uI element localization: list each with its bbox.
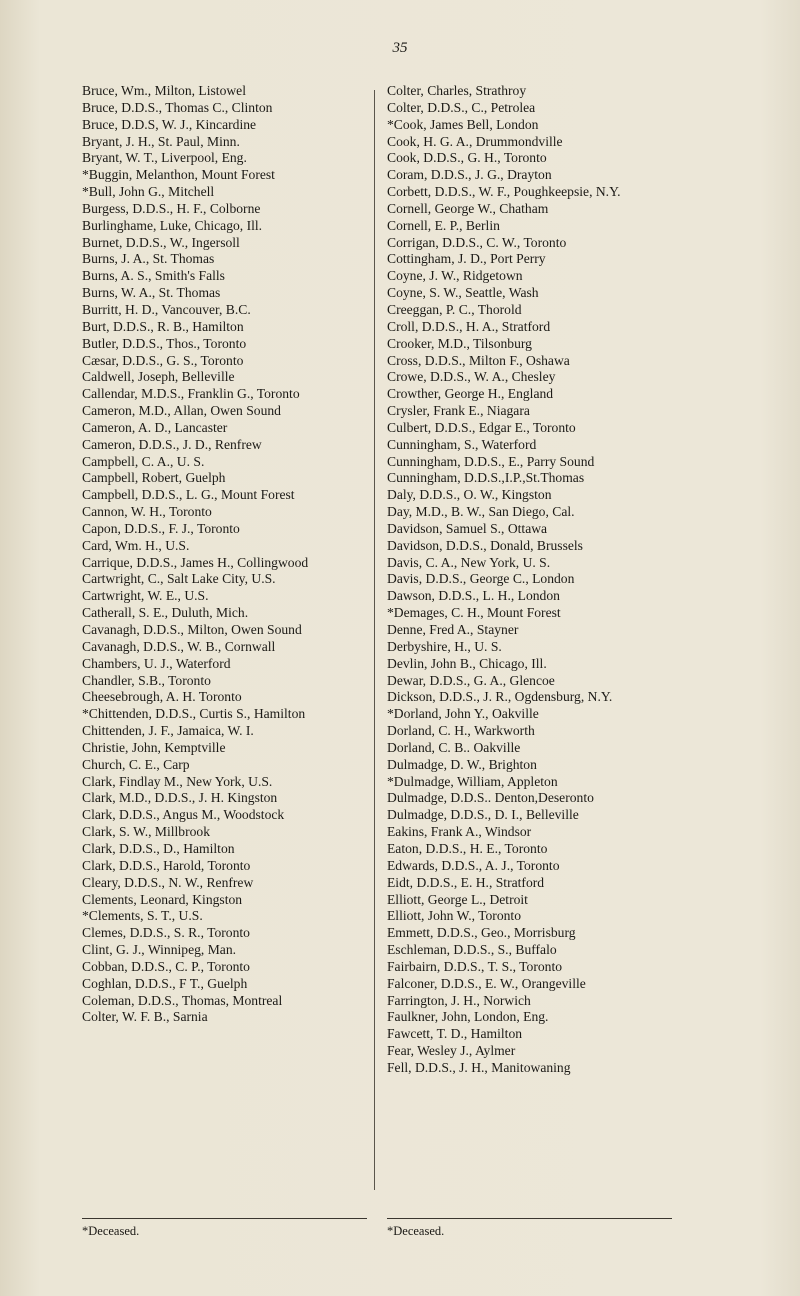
directory-entry: Fairbairn, D.D.S., T. S., Toronto (387, 958, 563, 974)
directory-entry: Farrington, J. H., Norwich (387, 992, 531, 1008)
directory-entry: Daly, D.D.S., O. W., Kingston (387, 487, 552, 503)
directory-entry: Creeggan, P. C., Thorold (387, 301, 522, 317)
directory-entry: Clements, Leonard, Kingston (82, 891, 243, 907)
directory-entry: Cartwright, W. E., U.S. (82, 588, 209, 604)
directory-entry: Cunningham, D.D.S., E., Parry Sound (387, 453, 595, 469)
left-column (82, 83, 367, 1026)
directory-entry: Chambers, U. J., Waterford (82, 655, 231, 671)
directory-entry: *Clements, S. T., U.S. (82, 908, 203, 924)
directory-entry: Burns, A. S., Smith's Falls (82, 268, 225, 284)
directory-entry: Cameron, M.D., Allan, Owen Sound (82, 403, 281, 419)
directory-entry: Corbett, D.D.S., W. F., Poughkeepsie, N.Y. (387, 184, 621, 200)
directory-entry: Burns, J. A., St. Thomas (82, 251, 215, 267)
directory-entry: Dorland, C. B.. Oakville (387, 739, 521, 755)
directory-entry: Campbell, Robert, Guelph (82, 470, 226, 486)
directory-entry: Cheesebrough, A. H. Toronto (82, 689, 242, 705)
directory-entry: Cavanagh, D.D.S., Milton, Owen Sound (82, 622, 302, 637)
directory-entry: Clark, M.D., D.D.S., J. H. Kingston (82, 790, 278, 806)
directory-entry: *Demages, C. H., Mount Forest (387, 605, 561, 621)
directory-entry: Coleman, D.D.S., Thomas, Montreal (82, 992, 283, 1008)
directory-entry: Burlinghame, Luke, Chicago, Ill. (82, 217, 263, 233)
directory-entry: Butler, D.D.S., Thos., Toronto (82, 335, 247, 351)
directory-entry: Burgess, D.D.S., H. F., Colborne (82, 200, 261, 216)
directory-entry: Croll, D.D.S., H. A., Stratford (387, 318, 551, 334)
directory-entry: Elliott, George L., Detroit (387, 891, 528, 907)
directory-entry: Cavanagh, D.D.S., W. B., Cornwall (82, 638, 276, 654)
directory-entry: Cameron, D.D.S., J. D., Renfrew (82, 436, 262, 452)
footnote-rule-left (82, 1218, 367, 1219)
directory-entry: Burritt, H. D., Vancouver, B.C. (82, 301, 251, 317)
directory-entry: Clark, D.D.S., Harold, Toronto (82, 857, 251, 873)
directory-entry: Colter, Charles, Strathroy (387, 83, 527, 98)
directory-entry: Dickson, D.D.S., J. R., Ogdensburg, N.Y. (387, 689, 613, 705)
directory-entry: Elliott, John W., Toronto (387, 908, 521, 924)
page-number: 35 (392, 40, 408, 56)
directory-entry: Falconer, D.D.S., E. W., Orangeville (387, 975, 586, 991)
directory-entry: Dewar, D.D.S., G. A., Glencoe (387, 672, 555, 688)
directory-entry: Derbyshire, H., U. S. (387, 638, 502, 654)
directory-entry: Edwards, D.D.S., A. J., Toronto (387, 857, 560, 873)
directory-entry: Eidt, D.D.S., E. H., Stratford (387, 874, 545, 890)
directory-entry: Clint, G. J., Winnipeg, Man. (82, 942, 237, 958)
directory-entry: Emmett, D.D.S., Geo., Morrisburg (387, 925, 576, 941)
directory-entry: *Bull, John G., Mitchell (82, 184, 215, 200)
footnote-rule-right (387, 1218, 672, 1219)
directory-entry: Day, M.D., B. W., San Diego, Cal. (387, 504, 575, 520)
directory-entry: Crysler, Frank E., Niagara (387, 403, 530, 419)
footnote-left: *Deceased. (82, 1224, 140, 1238)
directory-entry: Fear, Wesley J., Aylmer (387, 1043, 516, 1059)
directory-entry: Campbell, D.D.S., L. G., Mount Forest (82, 487, 295, 503)
directory-entry: Church, C. E., Carp (82, 756, 190, 772)
directory-entry: Catherall, S. E., Duluth, Mich. (82, 605, 249, 621)
directory-entry: Culbert, D.D.S., Edgar E., Toronto (387, 419, 576, 435)
directory-entry: Davis, C. A., New York, U. S. (387, 554, 551, 570)
directory-entry: Bruce, D.D.S., Thomas C., Clinton (82, 99, 273, 115)
directory-entry: Cottingham, J. D., Port Perry (387, 251, 546, 267)
directory-entry: Clark, S. W., Millbrook (82, 824, 211, 840)
directory-entry: Chittenden, J. F., Jamaica, W. I. (82, 723, 254, 739)
directory-entry: Clark, D.D.S., Angus M., Woodstock (82, 807, 285, 823)
directory-entry: Clark, D.D.S., D., Hamilton (82, 840, 235, 856)
directory-entry: Capon, D.D.S., F. J., Toronto (82, 520, 240, 536)
directory-entry: Campbell, C. A., U. S. (82, 453, 205, 469)
directory-entry: Cunningham, S., Waterford (387, 436, 537, 452)
directory-entry: Dulmadge, D.D.S., D. I., Belleville (387, 807, 579, 823)
directory-entry: Crowe, D.D.S., W. A., Chesley (387, 369, 556, 385)
directory-entry: Caldwell, Joseph, Belleville (82, 369, 235, 385)
directory-entry: Bruce, D.D.S, W. J., Kincardine (82, 116, 257, 132)
directory-entry: Cæsar, D.D.S., G. S., Toronto (82, 352, 244, 368)
directory-entry: Denne, Fred A., Stayner (387, 622, 519, 637)
directory-entry: Cornell, E. P., Berlin (387, 217, 500, 233)
directory-entry: Faulkner, John, London, Eng. (387, 1009, 549, 1025)
directory-entry: Cobban, D.D.S., C. P., Toronto (82, 958, 250, 974)
directory-entry: Dulmadge, D.D.S.. Denton,Deseronto (387, 790, 594, 806)
directory-entry: Eakins, Frank A., Windsor (387, 824, 532, 840)
directory-entry: Cross, D.D.S., Milton F., Oshawa (387, 352, 570, 368)
directory-entry: Cartwright, C., Salt Lake City, U.S. (82, 571, 276, 587)
directory-entry: Chandler, S.B., Toronto (82, 672, 211, 688)
directory-entry: Crowther, George H., England (387, 386, 554, 402)
directory-entry: Burt, D.D.S., R. B., Hamilton (82, 318, 244, 334)
directory-entry: Cannon, W. H., Toronto (82, 504, 212, 520)
directory-entry: Clemes, D.D.S., S. R., Toronto (82, 925, 250, 941)
directory-entry: Bryant, W. T., Liverpool, Eng. (82, 150, 247, 166)
directory-entry: Bryant, J. H., St. Paul, Minn. (82, 133, 240, 149)
directory-entry: *Dulmadge, William, Appleton (387, 773, 558, 789)
directory-entry: Corrigan, D.D.S., C. W., Toronto (387, 234, 567, 250)
directory-entry: Eschleman, D.D.S., S., Buffalo (387, 942, 557, 958)
directory-entry: Colter, W. F. B., Sarnia (82, 1009, 208, 1025)
directory-entry: Coram, D.D.S., J. G., Drayton (387, 167, 552, 183)
directory-entry: Dulmadge, D. W., Brighton (387, 756, 537, 772)
directory-entry: Cleary, D.D.S., N. W., Renfrew (82, 874, 254, 890)
directory-entry: Card, Wm. H., U.S. (82, 537, 190, 553)
directory-entry: Davidson, Samuel S., Ottawa (387, 520, 548, 536)
directory-entry: Burnet, D.D.S., W., Ingersoll (82, 234, 240, 250)
directory-entry: Coyne, J. W., Ridgetown (387, 268, 523, 284)
directory-entry: Davidson, D.D.S., Donald, Brussels (387, 537, 583, 553)
directory-entry: Clark, Findlay M., New York, U.S. (82, 773, 273, 789)
directory-entry: Cook, D.D.S., G. H., Toronto (387, 150, 547, 166)
directory-entry: Coyne, S. W., Seattle, Wash (387, 285, 539, 301)
directory-entry: Cornell, George W., Chatham (387, 200, 549, 216)
directory-entry: *Chittenden, D.D.S., Curtis S., Hamilton (82, 706, 306, 722)
directory-entry: *Buggin, Melanthon, Mount Forest (82, 167, 275, 183)
directory-entry: Fawcett, T. D., Hamilton (387, 1026, 523, 1042)
directory-entry: Cameron, A. D., Lancaster (82, 419, 228, 435)
directory-entry: Christie, John, Kemptville (82, 739, 226, 755)
directory-entry: Cunningham, D.D.S.,I.P.,St.Thomas (387, 470, 585, 486)
directory-entry: Burns, W. A., St. Thomas (82, 285, 221, 301)
directory-entry: Dorland, C. H., Warkworth (387, 723, 535, 739)
directory-entry: Coghlan, D.D.S., F T., Guelph (82, 975, 248, 991)
directory-entry: Dawson, D.D.S., L. H., London (387, 588, 560, 604)
directory-entry: Callendar, M.D.S., Franklin G., Toronto (82, 386, 300, 402)
directory-entry: Colter, D.D.S., C., Petrolea (387, 99, 536, 115)
directory-entry: Cook, H. G. A., Drummondville (387, 133, 563, 149)
directory-entry: *Cook, James Bell, London (387, 116, 539, 132)
directory-entry: Bruce, Wm., Milton, Listowel (82, 83, 246, 98)
column-divider (374, 90, 375, 1190)
right-column (387, 83, 672, 1077)
directory-entry: Crooker, M.D., Tilsonburg (387, 335, 532, 351)
footnote-right: *Deceased. (387, 1224, 445, 1238)
directory-entry: Carrique, D.D.S., James H., Collingwood (82, 554, 309, 570)
directory-entry: Fell, D.D.S., J. H., Manitowaning (387, 1059, 571, 1075)
directory-entry: Davis, D.D.S., George C., London (387, 571, 575, 587)
directory-entry: *Dorland, John Y., Oakville (387, 706, 539, 722)
directory-entry: Devlin, John B., Chicago, Ill. (387, 655, 547, 671)
directory-entry: Eaton, D.D.S., H. E., Toronto (387, 840, 548, 856)
